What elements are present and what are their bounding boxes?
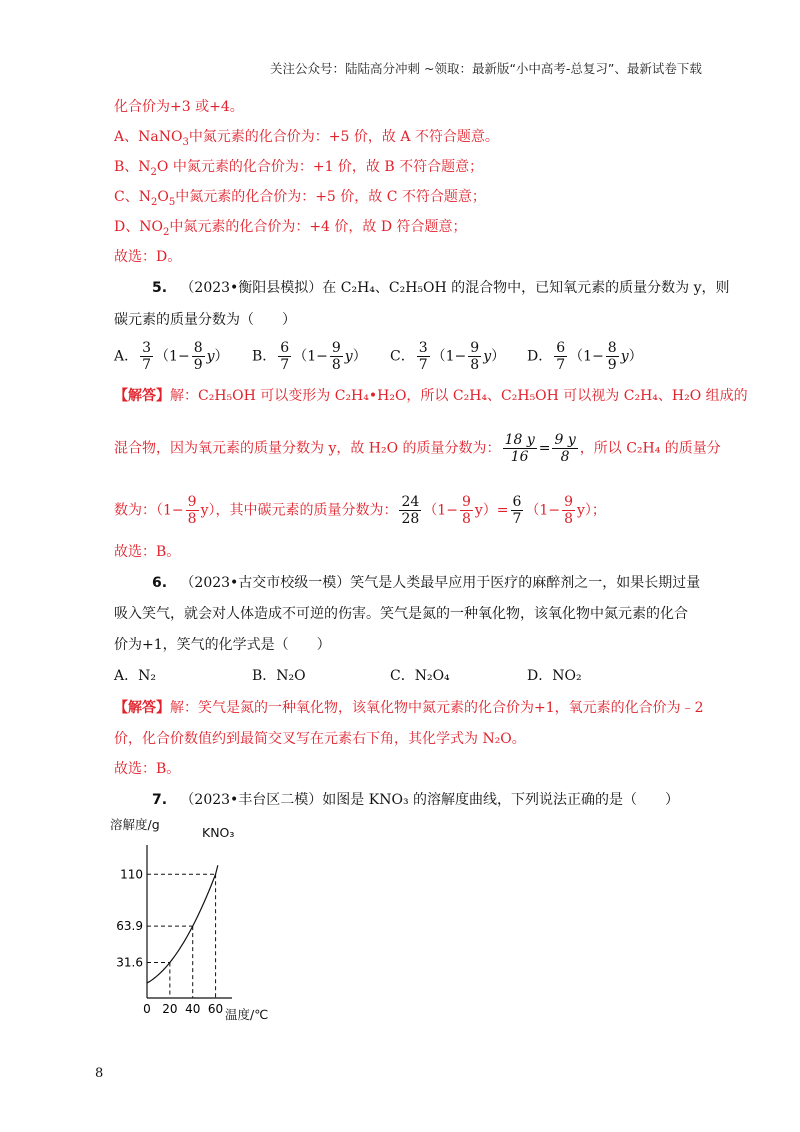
q5-sol3-f5-den: 8 bbox=[564, 511, 573, 528]
q5-b-var: y bbox=[344, 348, 353, 365]
q5-a-var: y bbox=[206, 348, 215, 365]
q5-sol3-f3-num: 9 bbox=[461, 494, 471, 510]
q5-sol2-f1-den: 16 bbox=[510, 449, 529, 466]
prev-d-sub: 2 bbox=[162, 226, 170, 238]
q5-a-den2: 9 bbox=[193, 357, 203, 374]
q6-solution-line2: 价，化合价数值约到最简交叉写在元素右下角，其化学式为 N₂O。 bbox=[114, 731, 526, 747]
x-tick-40: 40 bbox=[185, 1002, 201, 1016]
q5-a-close: ） bbox=[214, 348, 229, 365]
prev-c-pre: C、N bbox=[114, 189, 151, 205]
prev-a-sub: 3 bbox=[182, 136, 189, 148]
prev-d-post: 中氮元素的化合价为：+4 价，故 D 符合题意； bbox=[169, 219, 467, 235]
q5-sol3-pre: 数为：（1− bbox=[114, 502, 184, 519]
q5-sol3-f4-den: 7 bbox=[512, 511, 522, 528]
q5-sol3-f4-num: 6 bbox=[512, 494, 522, 510]
q5-c-open: （1− bbox=[431, 348, 467, 365]
prev-c-post: 中氮元素的化合价为：+5 价，故 C 不符合题意； bbox=[175, 189, 486, 205]
q7-line1 bbox=[152, 792, 679, 809]
q5-b-frac2 bbox=[330, 340, 343, 373]
q5-sol3-frac4 bbox=[511, 494, 524, 527]
chart-ylabel: 溶解度/g bbox=[110, 817, 160, 832]
prev-answer: 故选：D。 bbox=[114, 249, 182, 265]
q5-sol2-f1-num: 18 y bbox=[504, 432, 535, 448]
solubility-chart bbox=[110, 815, 300, 1030]
q5-d-frac2 bbox=[606, 340, 619, 373]
q5-sol3-end: y）； bbox=[577, 502, 606, 519]
q5-sol2-pre: 混合物，因为氧元素的质量分数为 y，故 H₂O 的质量分数为： bbox=[114, 440, 501, 457]
page-header: 关注公众号：陆陆高分冲刺 ~领取：最新版“小中高考-总复习”、最新试卷下载 bbox=[270, 61, 702, 76]
q5-c-frac1 bbox=[417, 340, 430, 373]
q5-sol3-frac1 bbox=[186, 494, 199, 527]
q5-b-open: （1− bbox=[293, 348, 328, 365]
q6-option-a: A．N₂ bbox=[114, 668, 156, 684]
q7-text1: （2023•丰台区二模）如图是 KNO₃ 的溶解度曲线，下列说法正确的是（ ） bbox=[180, 792, 680, 808]
q5-text1: （2023•衡阳县模拟）在 C₂H₄、C₂H₅OH 的混合物中，已知氧元素的质量分数为 y，则 bbox=[180, 280, 730, 296]
prev-c-mid: O bbox=[157, 189, 169, 205]
chart-title: KNO₃ bbox=[202, 825, 235, 840]
x-tick-20: 20 bbox=[162, 1002, 178, 1016]
q5-answer: 故选：B。 bbox=[114, 544, 181, 560]
q5-sol2-frac2 bbox=[552, 432, 577, 465]
q5-a-num2: 8 bbox=[193, 340, 203, 356]
q5-c-close: ） bbox=[491, 348, 506, 365]
q5-sol3-frac2 bbox=[399, 494, 421, 527]
prev-c-sub2: 5 bbox=[168, 196, 176, 208]
q5-b-frac1 bbox=[278, 340, 291, 373]
q5-sol2-f2-den: 8 bbox=[560, 449, 570, 466]
q5-line2: 碳元素的质量分数为（ ） bbox=[114, 312, 296, 328]
q5-d-den2: 9 bbox=[607, 357, 617, 374]
q6-answer: 故选：B。 bbox=[114, 761, 181, 777]
q5-b-num2: 9 bbox=[331, 340, 341, 356]
q5-sol2-post: ，所以 C₂H₄ 的质量分 bbox=[579, 440, 721, 457]
prev-a-pre: A、NaNO bbox=[114, 129, 183, 145]
q5-solution-line2 bbox=[114, 432, 721, 465]
q5-sol3-f2-den: 28 bbox=[401, 511, 420, 528]
q5-option-c bbox=[390, 340, 505, 373]
page-number: 8 bbox=[95, 1066, 104, 1081]
q5-d-open: （1− bbox=[569, 348, 604, 365]
q5-d-label: D． bbox=[527, 348, 553, 365]
q5-b-den1: 7 bbox=[280, 357, 290, 374]
prev-b-post: O 中氮元素的化合价为：+1 价，故 B 不符合题意； bbox=[156, 159, 484, 175]
q5-c-den1: 7 bbox=[418, 357, 428, 374]
prev-c-sub1: 2 bbox=[150, 196, 158, 208]
q5-sol2-f2-num: 9 y bbox=[554, 432, 576, 448]
q5-solution-line3 bbox=[114, 494, 606, 527]
q5-sol-tag: 【解答】 bbox=[114, 388, 170, 404]
q5-line1 bbox=[152, 280, 730, 297]
q5-b-num1: 6 bbox=[280, 340, 290, 356]
prev-option-d bbox=[114, 219, 467, 239]
prev-option-b bbox=[114, 159, 483, 179]
q6-line2: 吸入笑气，就会对人体造成不可逆的伤害。笑气是氮的一种氧化物，该氧化物中氮元素的化合 bbox=[114, 606, 688, 622]
prev-line0: 化合价为+3 或+4。 bbox=[114, 99, 244, 115]
q5-sol3-f3-den: 8 bbox=[461, 511, 471, 528]
q5-a-num1: 3 bbox=[142, 340, 152, 356]
q5-d-frac1 bbox=[554, 340, 567, 373]
q6-number: 6. bbox=[152, 575, 168, 591]
q6-line3: 价为+1，笑气的化学式是（ ） bbox=[114, 637, 331, 653]
q5-a-open: （1− bbox=[155, 348, 190, 365]
q5-d-close: ） bbox=[628, 348, 643, 365]
q5-a-frac2 bbox=[192, 340, 205, 373]
q6-option-c: C．N₂O₄ bbox=[390, 668, 450, 684]
q5-sol2-eq: = bbox=[538, 440, 551, 457]
q5-sol2-frac1 bbox=[503, 432, 537, 465]
q5-b-den2: 8 bbox=[331, 357, 341, 374]
q5-c-num2: 9 bbox=[470, 340, 480, 356]
q5-d-den1: 7 bbox=[556, 357, 566, 374]
q5-c-den2: 8 bbox=[470, 357, 480, 374]
q5-c-frac2 bbox=[468, 340, 481, 373]
prev-option-c bbox=[114, 189, 486, 209]
q5-sol3-f5-num: 9 bbox=[564, 494, 573, 510]
q5-option-a bbox=[114, 340, 229, 373]
q6-line1 bbox=[152, 575, 700, 592]
prev-a-post: 中氮元素的化合价为：+5 价，故 A 不符合题意。 bbox=[188, 129, 499, 145]
q5-c-num1: 3 bbox=[418, 340, 428, 356]
q5-sol3-frac5 bbox=[562, 494, 575, 527]
y-tick-110: 110 bbox=[120, 867, 143, 882]
q5-d-num1: 6 bbox=[556, 340, 566, 356]
q5-sol3-f1-num: 9 bbox=[187, 494, 197, 510]
q7-number: 7. bbox=[152, 792, 168, 808]
q5-sol-text1: 解：C₂H₅OH 可以变形为 C₂H₄•H₂O，所以 C₂H₄、C₂H₅OH 可以视为 C₂H₄、H₂O 组成的 bbox=[170, 388, 748, 404]
q5-number: 5. bbox=[152, 280, 168, 296]
q5-a-den1: 7 bbox=[142, 357, 152, 374]
q5-sol3-mid4: （1− bbox=[525, 502, 561, 519]
q5-solution-line1 bbox=[114, 388, 748, 405]
q5-b-label: B． bbox=[252, 348, 277, 365]
q6-solution-line1 bbox=[114, 700, 704, 717]
q5-a-frac1 bbox=[140, 340, 153, 373]
prev-b-sub: 2 bbox=[150, 166, 157, 178]
q5-sol3-mid3: y）= bbox=[474, 502, 509, 519]
q5-sol3-f1-den: 8 bbox=[187, 511, 197, 528]
prev-b-pre: B、N bbox=[114, 159, 151, 175]
chart-canvas bbox=[110, 815, 300, 1030]
q5-d-num2: 8 bbox=[607, 340, 617, 356]
q5-a-label: A． bbox=[114, 348, 139, 365]
q6-option-b: B．N₂O bbox=[252, 668, 306, 684]
y-tick-31.6: 31.6 bbox=[116, 955, 143, 970]
x-tick-0: 0 bbox=[143, 1002, 151, 1016]
chart-xlabel: 温度/℃ bbox=[225, 1007, 269, 1022]
q5-option-d bbox=[527, 340, 643, 373]
q5-c-var: y bbox=[483, 348, 492, 365]
prev-option-a bbox=[114, 129, 499, 149]
q6-sol-text1: 解：笑气是氮的一种氧化物，该氧化物中氮元素的化合价为+1，氧元素的化合价为﹣2 bbox=[170, 700, 704, 716]
q5-c-label: C． bbox=[390, 348, 415, 365]
q5-sol3-mid: y），其中碳元素的质量分数为： bbox=[200, 502, 398, 519]
q6-option-d: D．NO₂ bbox=[527, 668, 582, 684]
q5-d-var: y bbox=[620, 348, 629, 365]
q5-sol3-frac3 bbox=[460, 494, 473, 527]
x-tick-60: 60 bbox=[207, 1002, 224, 1016]
q5-sol3-f2-num: 24 bbox=[401, 494, 420, 510]
kno3-curve bbox=[147, 865, 218, 983]
q6-text1: （2023•古交市校级一模）笑气是人类最早应用于医疗的麻醉剂之一，如果长期过量 bbox=[180, 575, 701, 591]
prev-d-pre: D、NO bbox=[114, 219, 163, 235]
q5-sol3-mid2: （1− bbox=[423, 502, 458, 519]
y-tick-63.9: 63.9 bbox=[116, 919, 143, 934]
q5-b-close: ） bbox=[352, 348, 367, 365]
q6-sol-tag: 【解答】 bbox=[114, 700, 170, 716]
q5-option-b bbox=[252, 340, 367, 373]
